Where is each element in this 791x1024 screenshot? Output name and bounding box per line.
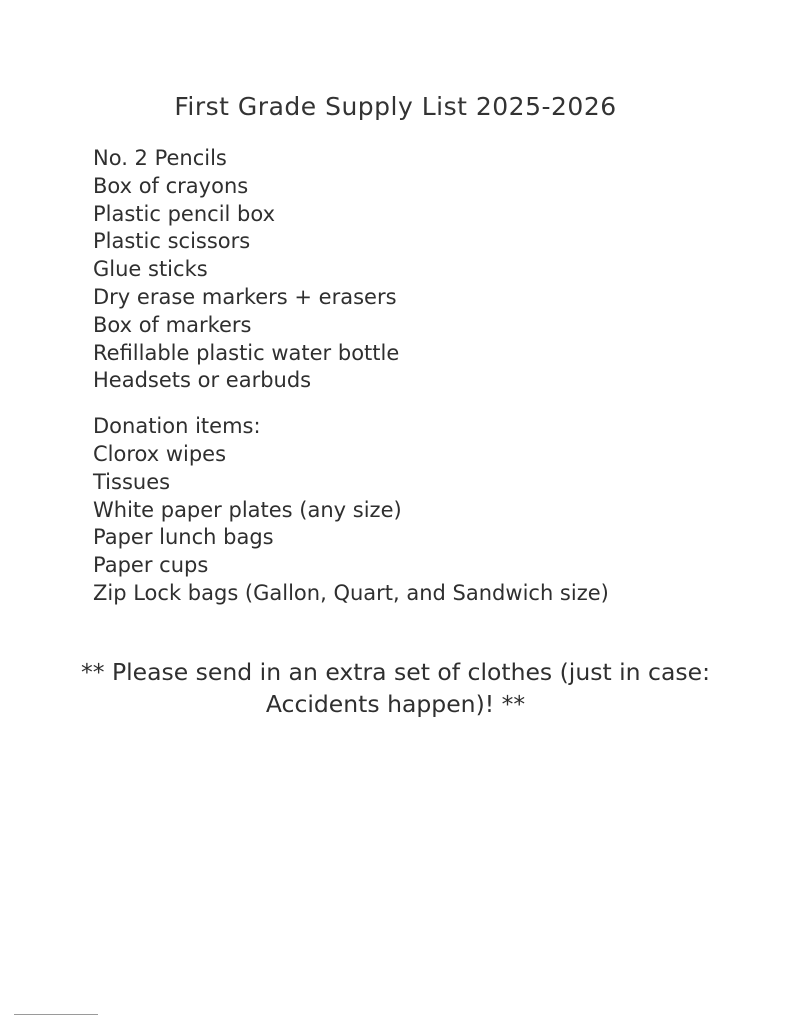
list-item: Tissues bbox=[93, 469, 171, 494]
list-item: Box of crayons bbox=[93, 173, 249, 198]
list-item: Plastic pencil box bbox=[93, 201, 276, 226]
donation-heading: Donation items: bbox=[93, 414, 261, 438]
list-item: Glue sticks bbox=[93, 257, 208, 282]
list-item: Box of markers bbox=[93, 312, 252, 337]
list-item: Paper lunch bags bbox=[93, 525, 274, 550]
donation-list bbox=[93, 441, 609, 608]
note-line: ** Please send in an extra set of clothes (just in case: bbox=[80, 658, 710, 686]
list-item: Zip Lock bags (Gallon, Quart, and Sandwich size) bbox=[93, 580, 609, 605]
scan-artifact-line bbox=[14, 1014, 98, 1015]
list-item: No. 2 Pencils bbox=[93, 146, 227, 170]
list-item: White paper plates (any size) bbox=[93, 497, 402, 522]
page-title: First Grade Supply List 2025-2026 bbox=[174, 92, 617, 121]
list-item: Headsets or earbuds bbox=[93, 368, 312, 393]
list-item: Paper cups bbox=[93, 553, 209, 578]
list-item: Dry erase markers + erasers bbox=[93, 284, 397, 309]
clothes-note bbox=[0, 656, 791, 720]
note-line: Accidents happen)! ** bbox=[265, 690, 526, 718]
list-item: Refillable plastic water bottle bbox=[93, 340, 400, 365]
list-item: Plastic scissors bbox=[93, 229, 251, 254]
list-item: Clorox wipes bbox=[93, 442, 227, 466]
supply-list bbox=[93, 145, 399, 395]
